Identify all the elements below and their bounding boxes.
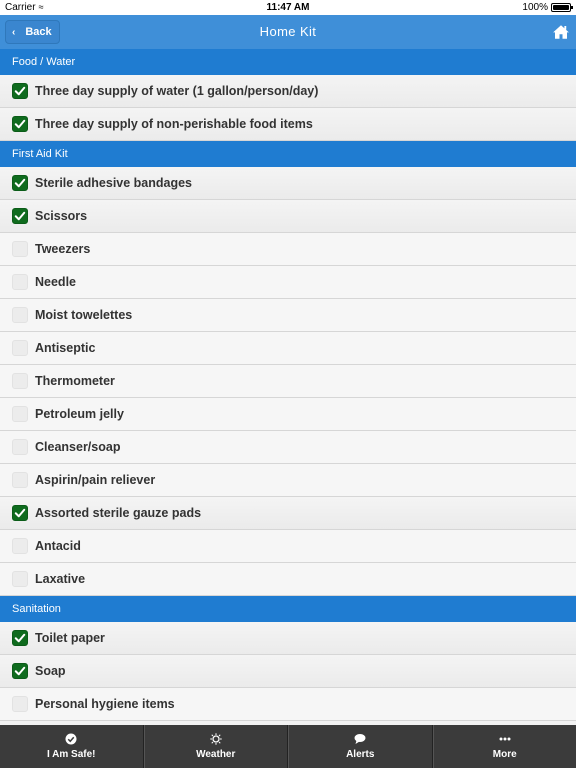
checkbox-checked[interactable] [12,175,28,191]
checkbox-checked[interactable] [12,663,28,679]
checklist-item[interactable] [0,622,576,655]
checklist-item-label: Sterile adhesive bandages [35,176,193,190]
checklist-item-label: Antacid [35,539,81,553]
tab-label: Alerts [346,749,375,760]
checklist-item[interactable] [0,464,576,497]
checklist-item[interactable] [0,365,576,398]
checklist-item[interactable] [0,332,576,365]
tab-i-am-safe[interactable] [0,725,144,768]
checklist-item[interactable] [0,398,576,431]
tab-alerts[interactable] [288,725,433,768]
checklist-item[interactable] [0,108,576,141]
checklist-item-label: Laxative [35,572,86,586]
checklist-item-label: Aspirin/pain reliever [35,473,156,487]
checklist-item[interactable] [0,497,576,530]
check-icon [14,632,26,644]
check-icon [14,665,26,677]
checkbox-unchecked[interactable] [12,571,28,587]
checklist-item-label: Three day supply of non-perishable food items [35,117,313,131]
checklist-item-label: Toilet paper [35,631,105,645]
chevron-left-icon: ‹ [12,26,16,38]
checklist-item-label: Personal hygiene items [35,697,175,711]
checklist-item[interactable] [0,431,576,464]
battery-indicator [522,2,571,13]
checklist-item-label: Scissors [35,209,88,223]
checklist-item-label: Soap [35,664,66,678]
checklist-item-label: Thermometer [35,374,115,388]
status-time: 11:47 AM [266,2,310,13]
checkbox-unchecked[interactable] [12,439,28,455]
checkbox-unchecked[interactable] [12,472,28,488]
checkbox-unchecked[interactable] [12,340,28,356]
check-icon [14,507,26,519]
wifi-icon: ≈ [38,2,44,12]
checklist-item-label: Moist towelettes [35,308,133,322]
back-label: Back [25,26,52,38]
checklist-item-label: Assorted sterile gauze pads [35,506,202,520]
page-title: Home Kit [259,24,317,39]
checkbox-unchecked[interactable] [12,406,28,422]
checklist-item[interactable] [0,266,576,299]
checkbox-unchecked[interactable] [12,538,28,554]
battery-percent: 100% [522,2,548,13]
section-header-food: Food / Water [0,49,576,75]
check-icon [14,177,26,189]
checklist-item[interactable] [0,655,576,688]
battery-icon [551,3,571,12]
check-icon [14,210,26,222]
checkbox-unchecked[interactable] [12,373,28,389]
checkbox-checked[interactable] [12,630,28,646]
chat-bubble-icon [354,733,366,745]
section-header-sanitation: Sanitation [0,596,576,622]
checklist-item[interactable] [0,167,576,200]
checkbox-checked[interactable] [12,505,28,521]
tab-label: I Am Safe! [46,749,96,760]
nav-bar [0,15,576,49]
checkbox-checked[interactable] [12,83,28,99]
checkbox-unchecked[interactable] [12,241,28,257]
checklist-item-label: Petroleum jelly [35,407,124,421]
checklist-item-label: Needle [35,275,76,289]
tab-label: More [492,749,517,760]
carrier-label: Carrier ≈ [5,2,44,13]
sun-icon [210,733,222,745]
checklist-item[interactable] [0,688,576,721]
tab-label: Weather [196,749,236,760]
checklist-item[interactable] [0,530,576,563]
checklist-item[interactable] [0,200,576,233]
home-icon[interactable] [552,23,570,41]
status-bar [0,0,576,15]
tab-weather[interactable] [144,725,289,768]
checkbox-unchecked[interactable] [12,696,28,712]
section-header-firstaid: First Aid Kit [0,141,576,167]
checklist-item[interactable] [0,299,576,332]
tab-more[interactable] [433,725,576,768]
check-icon [14,85,26,97]
checkbox-checked[interactable] [12,116,28,132]
checklist-item-label: Antiseptic [35,341,96,355]
checkbox-unchecked[interactable] [12,307,28,323]
more-dots-icon [499,733,511,745]
checklist-item[interactable] [0,563,576,596]
check-icon [14,118,26,130]
checklist-item[interactable] [0,233,576,266]
checkbox-checked[interactable] [12,208,28,224]
checklist-item-label: Cleanser/soap [35,440,121,454]
checkbox-unchecked[interactable] [12,274,28,290]
checklist-item-label: Three day supply of water (1 gallon/person/day) [35,84,319,98]
check-circle-icon [65,733,77,745]
checklist-item-label: Tweezers [35,242,91,256]
checklist-item[interactable] [0,75,576,108]
tab-bar [0,725,576,768]
